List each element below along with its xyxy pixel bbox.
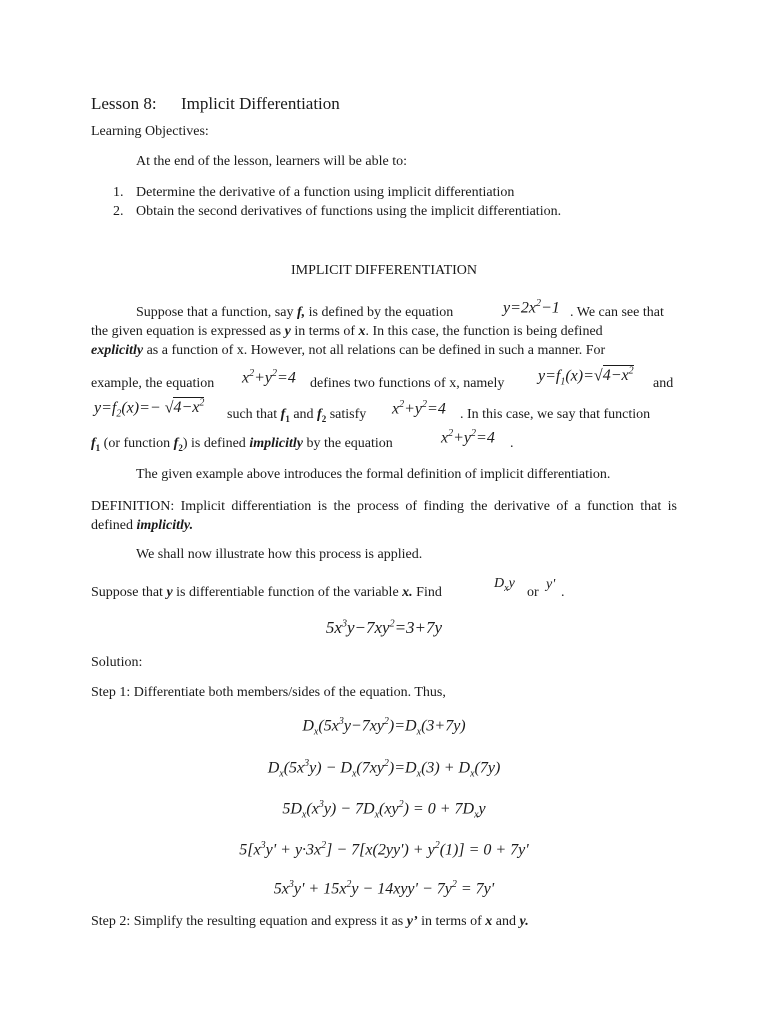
period: . <box>561 585 565 600</box>
main-equation: $5x^3y-7xy^2=3+7y$ <box>325 618 443 637</box>
equation-x2-y2-4c: $x^2+y^2=4$ <box>441 428 495 447</box>
objective-item <box>113 185 515 201</box>
equation-f1: $y=f_1(x)=√4-x^2$ <box>538 366 634 388</box>
para1-line4b: defines two functions of x, namely <box>310 376 505 391</box>
step2: Step 2: Simplify the resulting equation and express it as y’ in terms of x and y. <box>91 914 529 929</box>
objective-item <box>113 204 562 220</box>
derivation-line-1: $D_x(5x^3y-7xy^2)=D_x(3+7y)$ <box>302 716 466 738</box>
derivation-line-4: $5[x^3y' + y\cdot 3x^2] - 7[x(2yy') + y^2(1)] = 0 + 7y'$ <box>239 840 529 859</box>
definition: DEFINITION: Implicit differentiation is the process of finding the derivative of a function that is defined implicitly. <box>91 499 677 533</box>
para1-line4a: example, the equation <box>91 376 215 391</box>
suppose-line: Suppose that y is differentiable function of the variable x. Find <box>91 585 442 600</box>
or-text: or <box>527 585 539 600</box>
lesson-title <box>91 94 340 114</box>
para1-line1-end: . We can see that <box>570 305 664 320</box>
para1-line3: explicitly as a function of x. However, not all relations can be defined in such a manner. For <box>91 343 606 358</box>
para1-line2: the given equation is expressed as y in terms of x. In this case, the function is being defined <box>91 324 603 339</box>
para1-line1: Suppose that a function, say f, is defined by the equation <box>136 305 454 320</box>
objective-text: Obtain the second derivatives of functions using the implicit differentiation. <box>136 204 562 219</box>
lesson-topic: Implicit Differentiation <box>181 94 340 113</box>
lesson-number: Lesson 8: <box>91 94 157 113</box>
y-prime-notation: y' <box>546 577 556 592</box>
objectives-intro: At the end of the lesson, learners will be able to: <box>136 154 407 169</box>
section-heading: IMPLICIT DIFFERENTIATION <box>290 263 477 278</box>
equation-y-2x2-1: $y=2x^2-1$ <box>503 298 560 317</box>
para2: The given example above introduces the formal definition of implicit differentiation. <box>136 467 611 482</box>
equation-x2-y2-4: $x^2+y^2=4$ <box>242 368 296 387</box>
para1-line5-end: . In this case, we say that function <box>460 407 651 422</box>
para1-line4c: and <box>653 376 674 391</box>
para1-line6-end: . <box>510 436 514 451</box>
objective-number: 2. <box>113 204 124 219</box>
derivation-line-2: $D_x(5x^3y) - D_x(7xy^2)=D_x(3) + D_x(7y)$ <box>267 758 501 780</box>
derivation-line-5: $5x^3y' + 15x^2y - 14xyy' - 7y^2 = 7y'$ <box>273 879 495 898</box>
para1-line6: $f_1$ (or function $f_2$) is defined implicitly by the equation <box>91 436 393 453</box>
dxy-notation: $D_xy$ <box>494 576 515 594</box>
para1-line5: such that $f_1$ and $f_2$ satisfy <box>227 407 367 424</box>
objective-text: Determine the derivative of a function using implicit differentiation <box>136 185 515 200</box>
objectives-label: Learning Objectives: <box>91 124 209 139</box>
objective-number: 1. <box>113 185 124 200</box>
equation-f2: $y=f_2(x)=- √4-x^2$ <box>94 398 205 420</box>
derivation-line-3: $5D_x(x^3y) - 7D_x(xy^2) = 0 + 7D_xy$ <box>282 799 486 821</box>
solution-label: Solution: <box>91 655 143 670</box>
para3: We shall now illustrate how this process is applied. <box>136 547 423 562</box>
equation-x2-y2-4b: $x^2+y^2=4$ <box>392 399 446 418</box>
step1: Step 1: Differentiate both members/sides of the equation. Thus, <box>91 685 446 700</box>
